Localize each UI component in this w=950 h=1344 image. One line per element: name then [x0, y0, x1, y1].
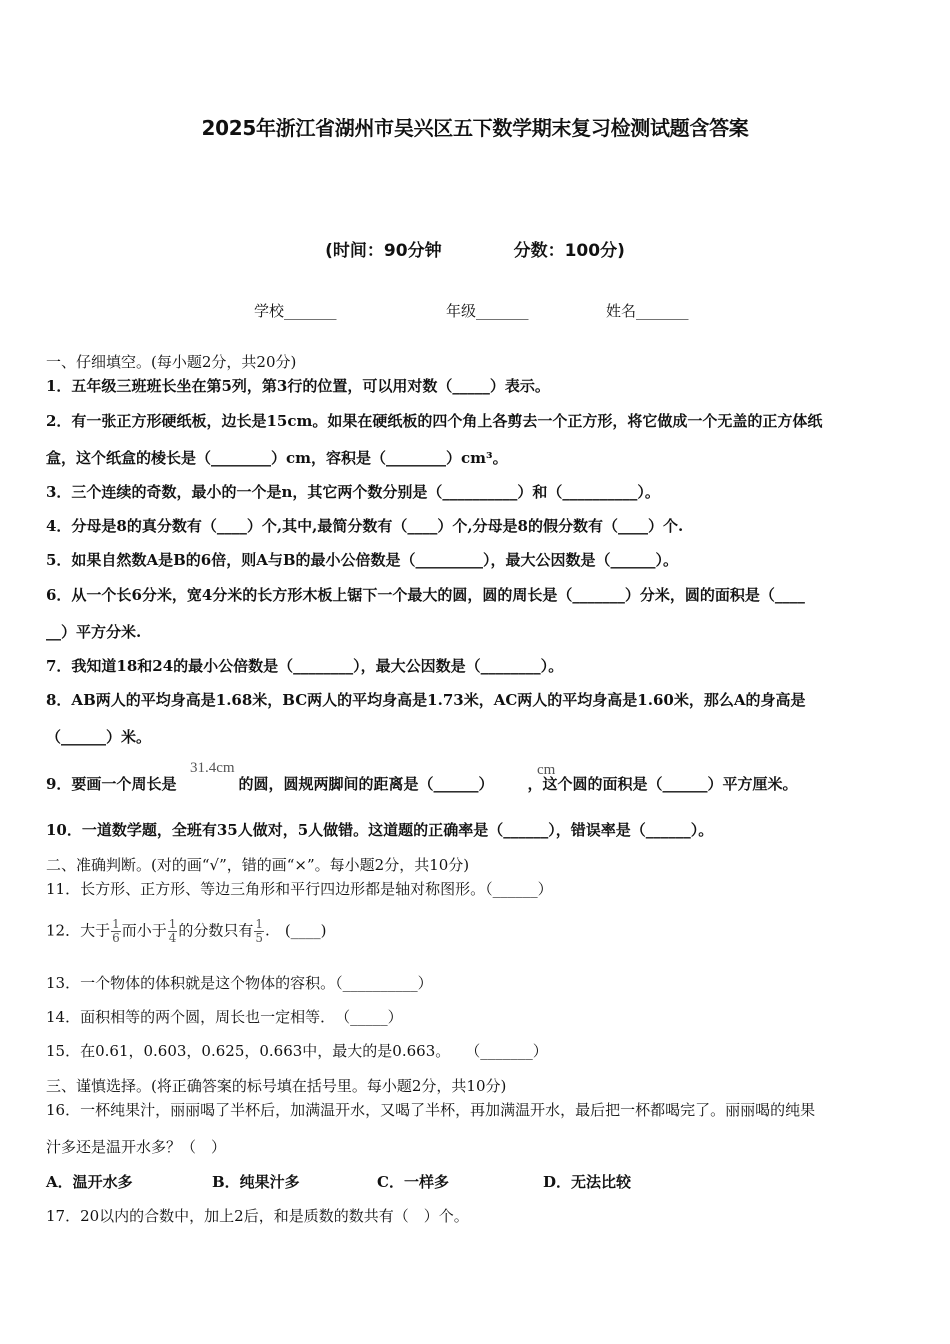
question-13: 13．一个物体的体积就是这个物体的容积。（__________） [46, 974, 433, 992]
question-6-line-1: 6．从一个长6分米，宽4分米的长方形木板上锯下一个最大的圆，圆的周长是（_______）分米，圆的面积是（____ [46, 586, 805, 604]
question-1: 1．五年级三班班长坐在第5列，第3行的位置，可以用对数（_____）表示。 [46, 377, 550, 395]
question-11: 11．长方形、正方形、等边三角形和平行四边形都是轴对称图形。（______） [46, 880, 553, 898]
question-7: 7．我知道18和24的最小公倍数是（________），最大公因数是（________）。 [46, 657, 564, 675]
question-10: 10．一道数学题，全班有35人做对，5人做错。这道题的正确率是（______），错误率是（______）。 [46, 821, 714, 839]
question-12-suffix: . (____) [265, 921, 327, 940]
question-12 [46, 918, 327, 945]
grade-field[interactable]: 年级_______ [446, 302, 529, 320]
question-9 [46, 774, 797, 794]
fraction-one-fifth: $\frac{1}{5}$ [255, 917, 264, 945]
question-8-line-2: （______）米。 [46, 728, 152, 746]
question-9-formula-unit: cm [537, 762, 556, 778]
question-16-option-a[interactable]: A．温开水多 [46, 1173, 133, 1191]
question-16-line-2: 汁多还是温开水多？（ ） [46, 1138, 227, 1156]
question-12-prefix: 12．大于 [46, 921, 111, 940]
question-16-option-b[interactable]: B．纯果汁多 [212, 1173, 300, 1191]
section-1-heading: 一、仔细填空。(每小题2分，共20分) [46, 353, 297, 371]
question-14: 14．面积相等的两个圆，周长也一定相等． （_____） [46, 1008, 403, 1026]
time-limit: (时间：90分钟 [325, 241, 442, 261]
total-score: 分数：100分) [513, 241, 625, 261]
question-9-middle: 的圆，圆规两脚间的距离是（______） [238, 775, 494, 793]
question-9-formula-circumference: 31.4cm [190, 760, 235, 776]
question-5: 5．如果自然数A是B的6倍，则A与B的最小公倍数是（_________），最大公因数是（______）。 [46, 551, 679, 569]
question-16-option-c[interactable]: C．一样多 [377, 1173, 449, 1191]
question-15: 15．在0.61，0.603，0.625，0.663中，最大的是0.663。 （_______） [46, 1042, 548, 1060]
section-3-heading: 三、谨慎选择。(将正确答案的标号填在括号里。每小题2分，共10分) [46, 1077, 507, 1095]
question-9-prefix: 9．要画一个周长是 [46, 775, 177, 793]
question-3: 3．三个连续的奇数，最小的一个是n，其它两个数分别是（__________）和（__________）。 [46, 483, 660, 501]
fraction-one-fourth: $\frac{1}{4}$ [168, 917, 177, 945]
page-title: 2025年浙江省湖州市吴兴区五下数学期末复习检测试题含答案 [201, 116, 749, 140]
question-16-option-d[interactable]: D．无法比较 [543, 1173, 632, 1191]
question-9-suffix: ，这个圆的面积是（______）平方厘米。 [527, 775, 798, 793]
exam-meta [0, 236, 950, 261]
fraction-one-sixth: $\frac{1}{6}$ [112, 917, 120, 945]
question-4: 4．分母是8的真分数有（____）个,其中,最简分数有（____）个,分母是8的假分数有（____）个. [46, 517, 684, 535]
question-2-line-2: 盒，这个纸盒的棱长是（________）cm，容积是（________）cm³。 [46, 449, 508, 467]
section-2-heading: 二、准确判断。(对的画“√”，错的画“×”。每小题2分，共10分) [46, 856, 470, 874]
question-16-line-1: 16．一杯纯果汁，丽丽喝了半杯后，加满温开水，又喝了半杯，再加满温开水，最后把一杯都喝完了。丽丽喝的纯果 [46, 1101, 816, 1119]
question-12-mid-1: 而小于 [121, 921, 167, 940]
question-2-line-1: 2．有一张正方形硬纸板，边长是15cm。如果在硬纸板的四个角上各剪去一个正方形，将它做成一个无盖的正方体纸 [46, 412, 823, 430]
question-17: 17．20以内的合数中，加上2后，和是质数的数共有（ ）个。 [46, 1207, 469, 1225]
question-12-mid-2: 的分数只有 [178, 921, 254, 940]
question-6-line-2: __）平方分米. [46, 623, 142, 641]
school-field[interactable]: 学校_______ [254, 302, 337, 320]
question-8-line-1: 8．AB两人的平均身高是1.68米，BC两人的平均身高是1.73米，AC两人的平均身高是1.60米，那么A的身高是 [46, 691, 806, 709]
name-field[interactable]: 姓名_______ [606, 302, 689, 320]
